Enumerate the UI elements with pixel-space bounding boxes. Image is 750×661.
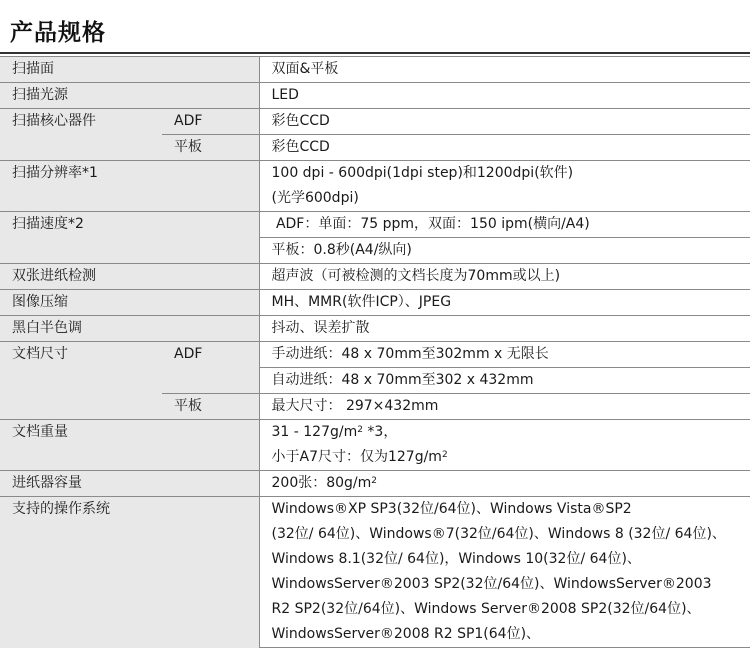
page-title: 产品规格 xyxy=(10,20,106,46)
table-row xyxy=(0,316,750,342)
row-value xyxy=(259,420,750,446)
row-sublabel: ADF xyxy=(162,342,259,394)
row-label: 双张进纸检测 xyxy=(0,264,259,290)
row-label: 支持的操作系统 xyxy=(0,497,259,648)
value-text: 小于A7尺寸：仅为127g/m xyxy=(271,449,442,465)
row-value: (光学600dpi) xyxy=(259,186,750,212)
row-value: WindowsServer®2003 SP2(32位/64位)、WindowsServer®2003 xyxy=(259,572,750,597)
row-value: LED xyxy=(259,83,750,109)
row-value: 手动进纸：48 x 70mm至302mm x 无限长 xyxy=(259,342,750,368)
row-sublabel: ADF xyxy=(162,109,259,135)
table-row xyxy=(0,83,750,109)
row-value: 超声波（可被检测的文档长度为70mm或以上) xyxy=(259,264,750,290)
superscript: 2 xyxy=(357,425,363,435)
row-value xyxy=(259,471,750,497)
row-label: 扫描面 xyxy=(0,57,259,83)
row-label: 扫描核心器件 xyxy=(0,109,162,161)
row-value: 平板：0.8秒(A4/纵向) xyxy=(259,238,750,264)
table-row xyxy=(0,57,750,83)
row-value: Windows 8.1(32位/ 64位)，Windows 10(32位/ 64位)、 xyxy=(259,547,750,572)
row-value: MH、MMR(软件ICP）、JPEG xyxy=(259,290,750,316)
table-row xyxy=(0,109,750,135)
superscript: 2 xyxy=(441,450,448,460)
table-row xyxy=(0,420,750,446)
row-value: 最大尺寸： 297×432mm xyxy=(259,394,750,420)
row-label: 进纸器容量 xyxy=(0,471,259,497)
value-text: 31 - 127g/m xyxy=(271,424,358,440)
row-value: 自动进纸：48 x 70mm至302 x 432mm xyxy=(259,368,750,394)
row-value: 抖动、误差扩散 xyxy=(259,316,750,342)
row-value: (32位/ 64位)、Windows®7(32位/64位)、Windows 8 (32位/ 64位)、 xyxy=(259,522,750,547)
row-value: 彩色CCD xyxy=(259,109,750,135)
row-value: R2 SP2(32位/64位)、Windows Server®2008 SP2(32位/64位)、 xyxy=(259,597,750,622)
row-label: 黑白半色调 xyxy=(0,316,259,342)
title-divider xyxy=(0,52,750,54)
row-value: 100 dpi - 600dpi(1dpi step)和1200dpi(软件) xyxy=(259,161,750,187)
row-value: 彩色CCD xyxy=(259,135,750,161)
row-label: 文档尺寸 xyxy=(0,342,162,420)
table-row xyxy=(0,264,750,290)
table-row xyxy=(0,471,750,497)
row-value xyxy=(259,445,750,471)
superscript: 2 xyxy=(371,476,378,486)
row-label: 扫描分辨率*1 xyxy=(0,161,259,212)
row-value: Windows®XP SP3(32位/64位)、Windows Vista®SP2 xyxy=(259,497,750,523)
table-row xyxy=(0,497,750,523)
value-text: *3， xyxy=(362,424,398,440)
row-sublabel: 平板 xyxy=(162,135,259,161)
row-value: ADF：单面：75 ppm，双面：150 ipm(横向/A4) xyxy=(259,212,750,238)
row-value: 双面&平板 xyxy=(259,57,750,83)
row-label: 图像压缩 xyxy=(0,290,259,316)
row-label: 文档重量 xyxy=(0,420,259,471)
row-sublabel: 平板 xyxy=(162,394,259,420)
table-row xyxy=(0,161,750,187)
row-label: 扫描光源 xyxy=(0,83,259,109)
table-row xyxy=(0,342,750,368)
row-value: WindowsServer®2008 R2 SP1(64位)、 xyxy=(259,622,750,648)
value-text: 200张：80g/m xyxy=(271,475,372,491)
table-row xyxy=(0,212,750,238)
table-row xyxy=(0,290,750,316)
row-label: 扫描速度*2 xyxy=(0,212,259,264)
spec-table xyxy=(0,56,750,648)
